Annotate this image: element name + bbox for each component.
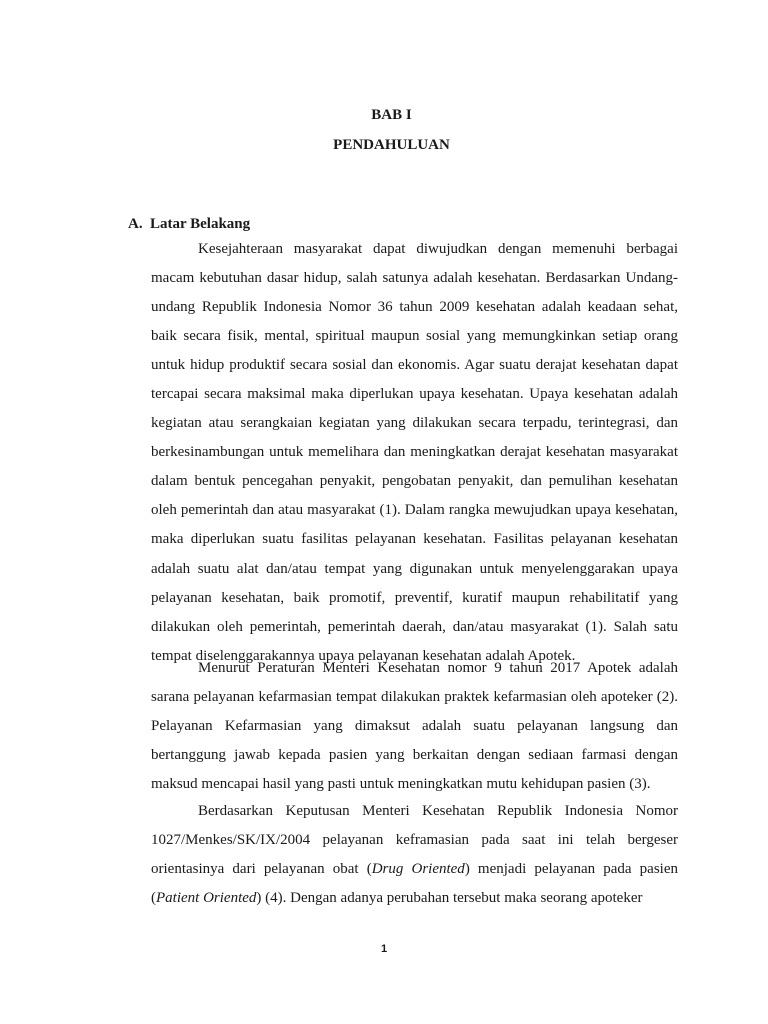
paragraph-text bbox=[151, 654, 678, 799]
paragraph-segment: ) (4). Dengan adanya perubahan tersebut maka seorang apoteker bbox=[256, 890, 643, 907]
section-title: Latar Belakang bbox=[150, 216, 251, 232]
paragraph-2 bbox=[151, 654, 678, 799]
chapter-title: PENDAHULUAN bbox=[333, 137, 450, 153]
section-number: A. bbox=[128, 216, 143, 232]
italic-term: Patient Oriented bbox=[156, 890, 257, 907]
italic-term: Drug Oriented bbox=[371, 861, 465, 878]
paragraph-text bbox=[151, 235, 678, 671]
paragraph-segment: ) menjadi pelayanan pada pasien ( bbox=[151, 861, 679, 907]
paragraph-1 bbox=[151, 235, 678, 671]
chapter-number: BAB I bbox=[371, 107, 412, 123]
paragraph-3 bbox=[151, 797, 678, 913]
paragraph-segment: Berdasarkan Keputusan Menteri Kesehatan Republik Indonesia Nomor 1027/Menkes/SK/IX/2004 pelayanan keframasian pada saat ini telah bergeser orientasinya dari pelayanan obat ( bbox=[151, 803, 678, 878]
paragraph-segment: Kesejahteraan masyarakat dapat diwujudkan dengan memenuhi berbagai macam kebutuhan dasar hidup, salah satunya adalah kesehatan. Berdasarkan Undang-undang Republik Indonesia Nomor 36 tahun 2009 kesehatan adalah keadaan sehat, baik secara fisik, mental, spiritual maupun sosial yang memungkinkan setiap orang untuk hidup produktif secara sosial dan ekonomis. Agar suatu derajat kesehatan dapat tercapai secara maksimal maka diperlukan upaya kesehatan. Upaya kesehatan adalah kegiatan atau serangkaian kegiatan yang dilakukan secara terpadu, terintegrasi, dan berkesinambungan untuk memelihara dan meningkatkan derajat kesehatan masyarakat dalam bentuk pencegahan penyakit, pengobatan penyakit, dan pemulihan kesehatan oleh pemerintah dan atau masyarakat (1). Dalam rangka mewujudkan upaya kesehatan, maka diperlukan suatu fasilitas pelayanan kesehatan. Fasilitas pelayanan kesehatan adalah suatu alat dan/atau tempat yang digunakan untuk menyelenggarakan upaya pelayanan kesehatan, baik promotif, preventif, kuratif maupun rehabilitatif yang dilakukan oleh pemerintah, pemerintah daerah, dan/atau masyarakat (1). Salah satu tempat diselenggarakannya upaya pelayanan kesehatan adalah Apotek. bbox=[151, 241, 678, 664]
page-number: 1 bbox=[380, 943, 388, 955]
paragraph-text bbox=[151, 797, 678, 913]
section-heading bbox=[128, 216, 250, 233]
paragraph-segment: Menurut Peraturan Menteri Kesehatan nomor 9 tahun 2017 Apotek adalah sarana pelayanan kefarmasian tempat dilakukan praktek kefarmasian oleh apoteker (2). Pelayanan Kefarmasian yang dimaksut adalah suatu pelayanan langsung dan bertanggung jawab kepada pasien yang berkaitan dengan sediaan farmasi dengan maksud mencapai hasil yang pasti untuk meningkatkan mutu kehidupan pasien (3). bbox=[151, 660, 678, 793]
